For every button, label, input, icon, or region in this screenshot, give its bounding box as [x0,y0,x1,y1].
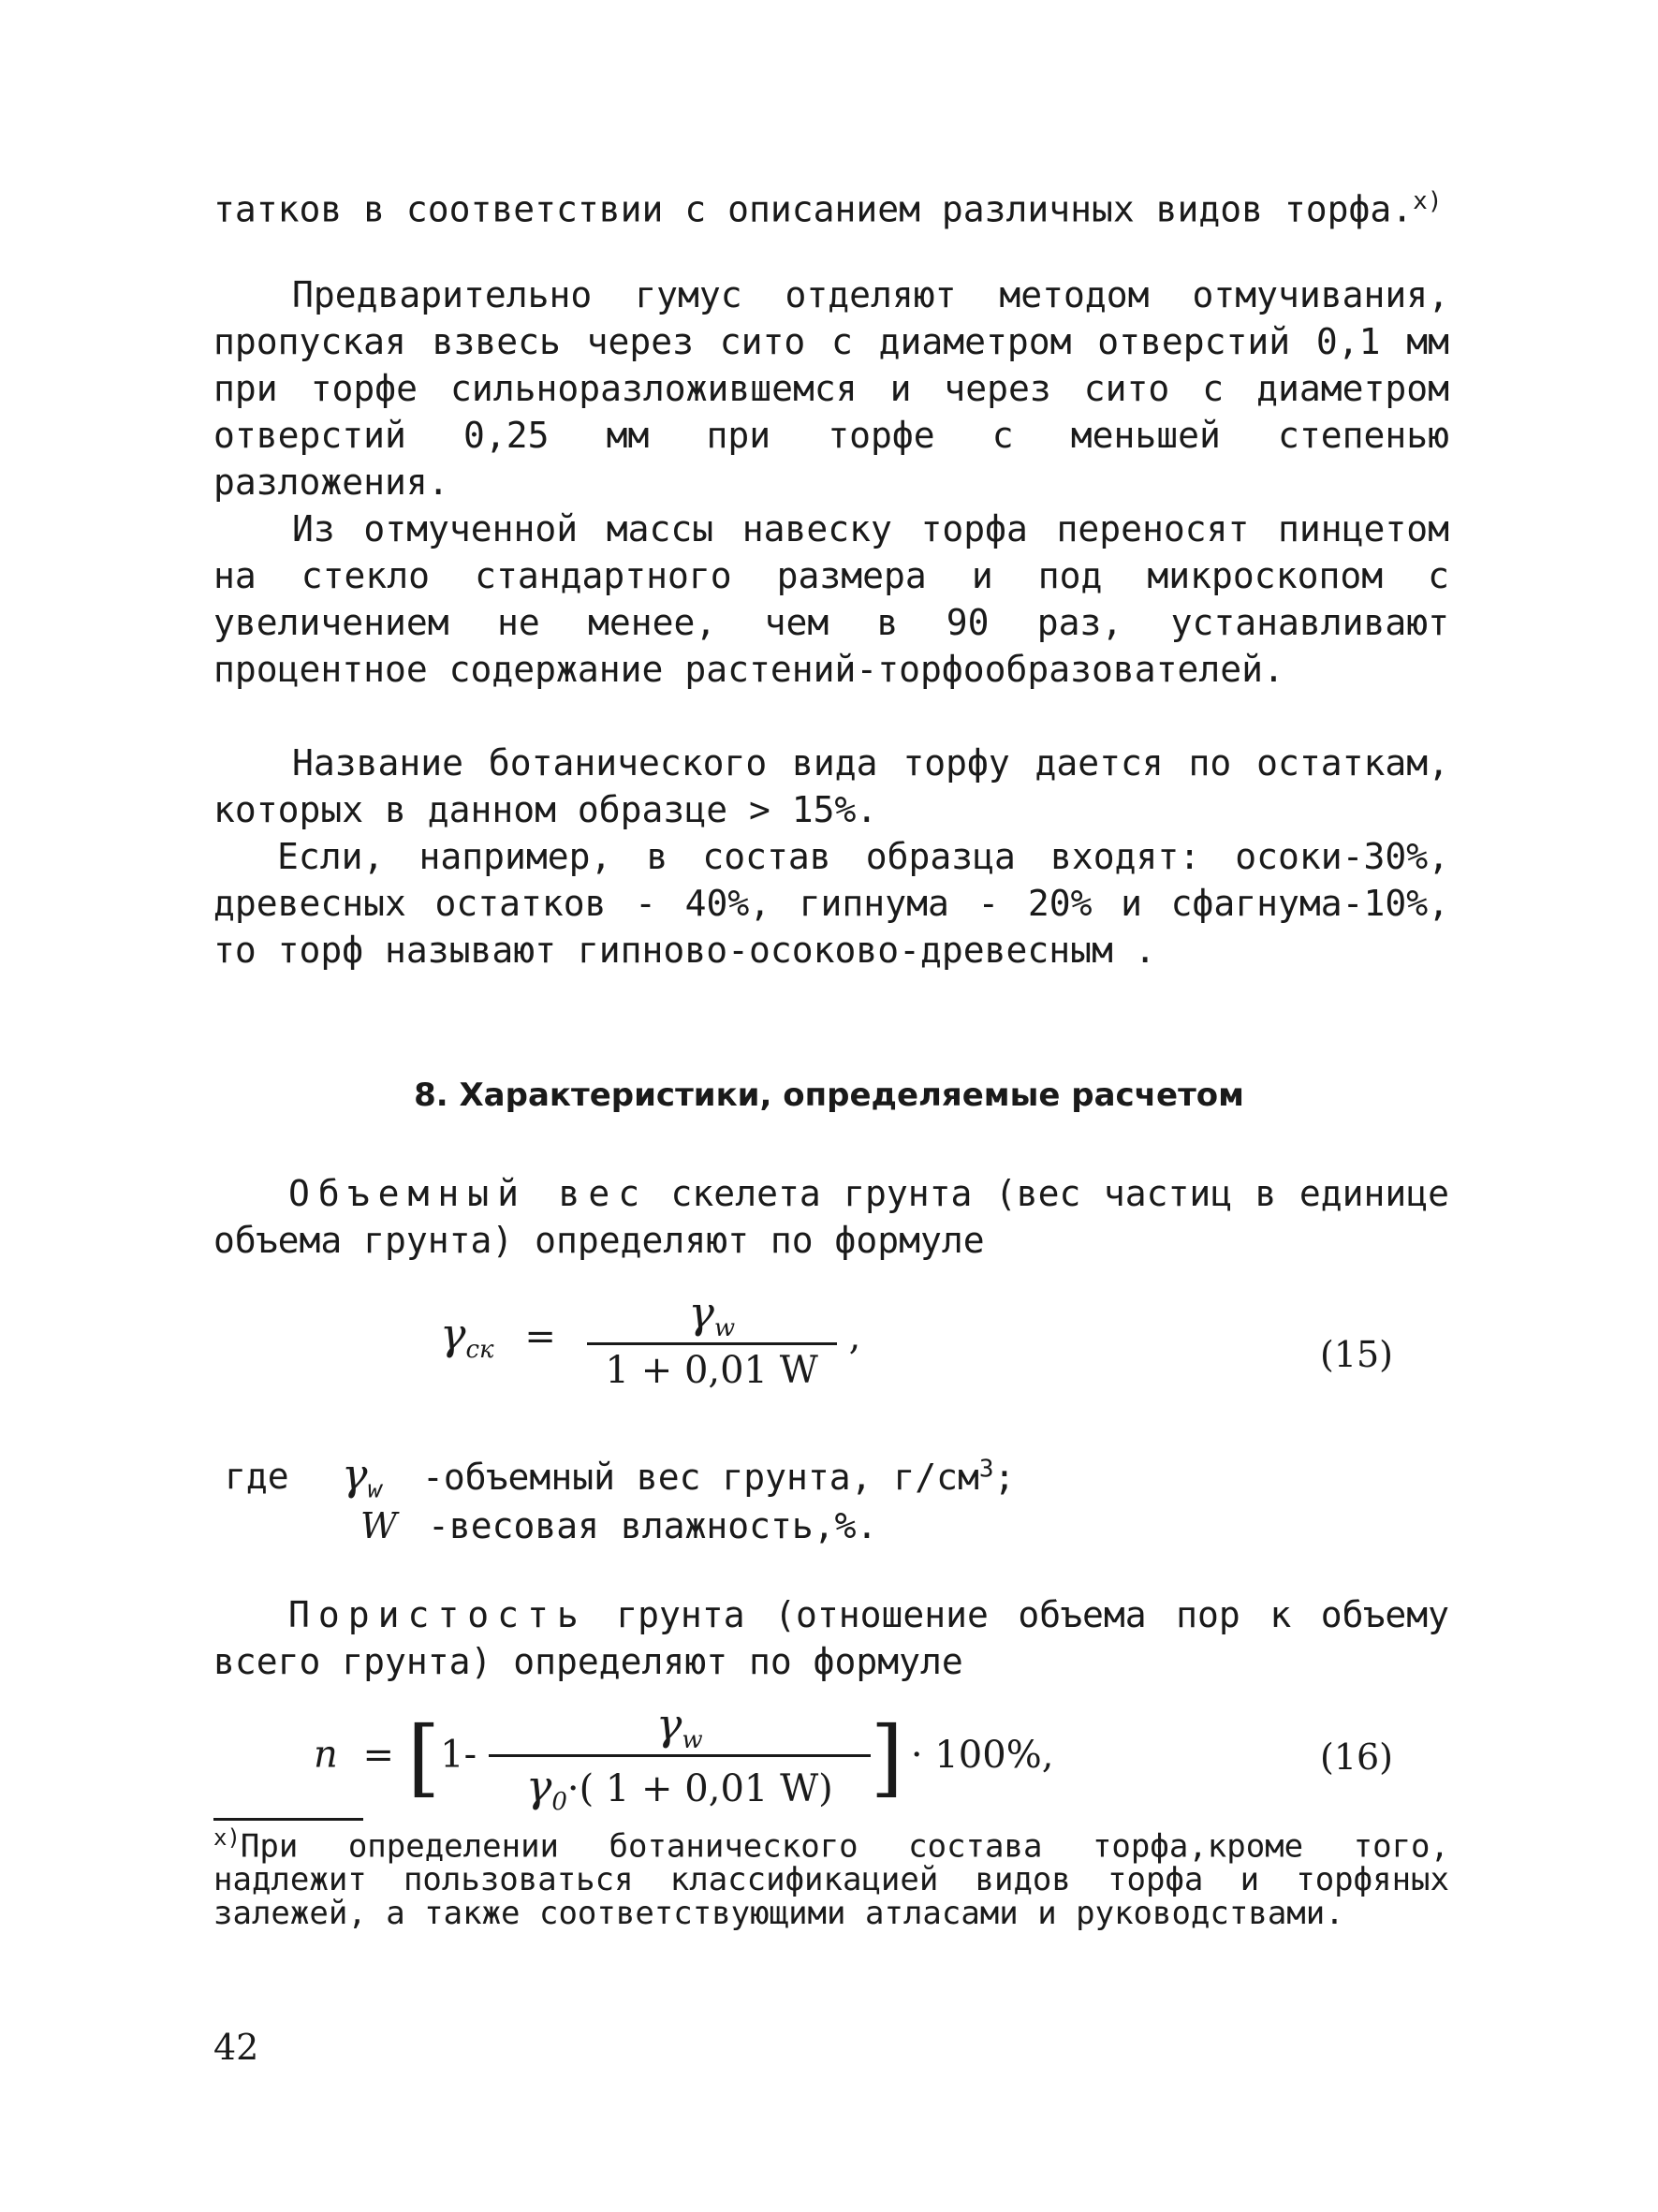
comma: , [848,1315,861,1358]
denominator-rest: ·( 1 + 0,01 W) [566,1767,833,1810]
where-gamma-line [342,1449,1015,1504]
fraction-denominator [489,1754,871,1816]
gamma-symbol: γ [525,1761,552,1811]
equation-number-15: (15) [1320,1334,1394,1375]
fraction-numerator [489,1699,871,1754]
gamma-symbol: γ [655,1699,682,1750]
where-label: где [225,1456,289,1497]
open-bracket: [ [407,1708,441,1807]
footnote [213,1821,1449,1933]
fraction [489,1699,871,1816]
term-porosity: Пористость [288,1594,587,1635]
equals-sign: = [362,1733,394,1777]
section-heading: 8. Характеристики, определяемые расчетом [414,1077,1244,1114]
equals-sign: = [524,1315,556,1358]
footnote-text: При определении ботанического состава торфа,кроме того, надлежит пользоваться классификацией видов торфа и торфяных залежей, а также соответствующими атласами и руководствами. [213,1827,1449,1933]
subscript: ск [465,1336,494,1364]
formula-16 [314,1699,1053,1816]
one-minus: 1- [440,1733,477,1777]
term-bulk-density: Объемный вес [288,1173,649,1214]
paragraph-porosity-intro [213,1591,1449,1685]
definition-text: -объемный вес грунта, г/см [422,1457,979,1498]
formula-15 [440,1287,860,1392]
times-100-percent: · 100%, [910,1733,1054,1777]
semicolon: ; [993,1457,1016,1498]
paragraph-example: Если, например, в состав образца входят: осоки-30%, древесных остатков - 40%, гипнума - 20% и сфагнума-10%, то торф называют гипново-осоково-древесным . [213,836,1449,971]
fraction-denominator: 1 + 0,01 W [587,1342,837,1392]
subscript: 0 [551,1788,567,1816]
paragraph-humus-separation: Предварительно гумус отделяют методом отмучивания, пропуская взвесь через сито с диаметром отверстий 0,1 мм при торфе сильноразложившемся и через сито с диаметром отверстий 0,25 мм при торфе с меньшей степенью разложения. [213,274,1449,503]
subscript: w [367,1475,383,1504]
subscript: w [682,1726,703,1754]
fraction [587,1287,837,1392]
paragraph-naming: Название ботанического вида торфу дается по остаткам, которых в данном образце > 15%. [213,742,1449,830]
paragraph-continuation [213,178,1449,233]
paragraph-bulk-density-intro [213,1170,1449,1264]
gamma-symbol: γ [342,1449,368,1500]
gamma-symbol: γ [688,1287,714,1338]
where-w-line [360,1505,877,1546]
superscript: 3 [978,1455,994,1484]
footnote-marker: x) [213,1824,241,1851]
page-number: 42 [213,2027,259,2068]
gamma-symbol: γ [440,1309,466,1359]
definition-text: -весовая влажность,%. [427,1505,878,1546]
close-bracket: ] [870,1708,903,1807]
intro-text: скелета грунта (вес частиц в единице объема грунта) определяют по формуле [213,1173,1449,1261]
fraction-numerator [587,1287,837,1342]
subscript: w [713,1314,736,1342]
w-symbol: W [360,1505,398,1546]
equation-number-16: (16) [1320,1736,1394,1778]
intro-text: грунта (отношение объема пор к объему всего грунта) определяют по формуле [213,1594,1449,1682]
paragraph-text: татков в соответствии с описанием различных видов торфа. [213,188,1414,230]
paragraph-microscope: Из отмученной массы навеску торфа переносят пинцетом на стекло стандартного размера и под микроскопом с увеличением не менее, чем в 90 раз, устанавливают процентное содержание растений-торфообразователей. [213,508,1449,690]
n-symbol: n [314,1733,338,1777]
footnote-marker: x) [1413,187,1443,215]
